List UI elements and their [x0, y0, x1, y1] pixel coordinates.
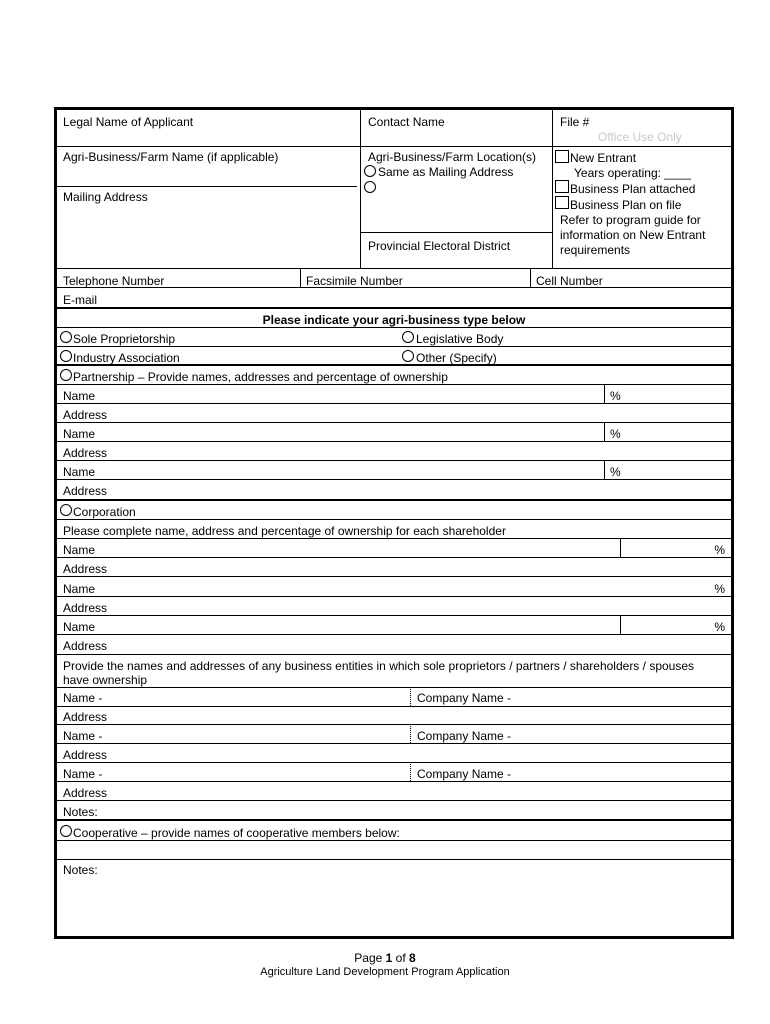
legislative-body-radio[interactable]	[402, 331, 414, 343]
partnership-label: Partnership – Provide names, addresses and percentage of ownership	[73, 370, 448, 384]
company-name-label: Company Name -	[417, 729, 512, 743]
years-operating-label: Years operating: ____	[574, 166, 691, 180]
row-divider	[57, 460, 731, 461]
plan-attached-label: Business Plan attached	[570, 182, 696, 196]
legislative-body-label: Legislative Body	[416, 332, 504, 346]
row-divider	[57, 422, 731, 423]
cooperative-label: Cooperative – provide names of cooperative members below:	[73, 826, 400, 840]
row-divider	[57, 364, 731, 366]
divider	[410, 724, 411, 743]
same-as-mailing-radio[interactable]	[364, 165, 376, 177]
row-divider	[57, 287, 731, 288]
row-divider	[57, 687, 731, 688]
row-divider	[57, 186, 357, 187]
sole-proprietorship-label: Sole Proprietorship	[73, 332, 176, 346]
refer-text: Refer to program guide for	[560, 213, 701, 227]
partner-name-label: Name	[63, 389, 96, 403]
office-use-label: Office Use Only	[598, 130, 682, 144]
divider	[410, 687, 411, 706]
corporation-radio[interactable]	[60, 504, 72, 516]
row-divider	[57, 743, 731, 744]
divider	[604, 460, 605, 479]
plan-attached-checkbox[interactable]	[555, 180, 569, 193]
cooperative-members-field[interactable]	[57, 841, 731, 859]
page-of: of	[392, 951, 410, 965]
row-divider	[57, 499, 731, 501]
percent-label: %	[714, 543, 725, 557]
divider	[552, 146, 553, 268]
page-prefix: Page	[354, 951, 386, 965]
divider	[300, 268, 301, 287]
biz-type-heading: Please indicate your agri-business type below	[262, 313, 526, 327]
shareholder-name-label: Name	[63, 620, 96, 634]
divider	[604, 422, 605, 441]
percent-label: %	[610, 427, 621, 441]
application-form	[54, 107, 734, 939]
divider	[604, 384, 605, 403]
entities-instructions: have ownership	[63, 673, 148, 687]
percent-label: %	[714, 582, 725, 596]
page-total: 8	[409, 951, 416, 965]
entity-name-label: Name -	[63, 767, 103, 781]
entity-address-label: Address	[63, 786, 108, 800]
industry-association-label: Industry Association	[73, 351, 180, 365]
shareholder-name-label: Name	[63, 582, 96, 596]
file-number-label: File #	[560, 115, 590, 129]
same-as-mailing-label: Same as Mailing Address	[378, 165, 514, 179]
row-divider	[57, 519, 731, 520]
divider	[620, 538, 621, 557]
shareholder-address-label: Address	[63, 601, 108, 615]
partner-address-label: Address	[63, 484, 108, 498]
row-divider	[57, 800, 731, 801]
plan-on-file-checkbox[interactable]	[555, 196, 569, 209]
percent-label: %	[714, 620, 725, 634]
divider	[620, 615, 621, 634]
entity-address-label: Address	[63, 748, 108, 762]
entity-name-label: Name -	[63, 729, 103, 743]
contact-name-label: Contact Name	[368, 115, 445, 129]
row-divider	[57, 403, 731, 404]
notes-label: Notes:	[63, 805, 98, 819]
other-specify-label: Other (Specify)	[416, 351, 497, 365]
row-divider	[57, 479, 731, 480]
entities-instructions: Provide the names and addresses of any business entities in which sole proprietors / partners / shareholders / spouses	[63, 659, 695, 673]
row-divider	[57, 615, 731, 616]
row-divider	[57, 634, 731, 635]
row-divider	[57, 819, 731, 821]
page-current: 1	[385, 951, 393, 965]
email-label: E-mail	[63, 293, 98, 307]
row-divider	[57, 538, 731, 539]
page-number	[0, 951, 770, 965]
divider	[530, 268, 531, 287]
row-divider	[57, 441, 731, 442]
company-name-label: Company Name -	[417, 767, 512, 781]
farm-location-label: Agri-Business/Farm Location(s)	[368, 150, 537, 164]
row-divider	[57, 724, 731, 725]
cooperative-radio[interactable]	[60, 825, 72, 837]
row-divider	[360, 232, 552, 233]
row-divider	[57, 706, 731, 707]
refer-text: information on New Entrant	[560, 228, 706, 242]
partner-address-label: Address	[63, 408, 108, 422]
row-divider	[57, 307, 731, 309]
industry-association-radio[interactable]	[60, 350, 72, 362]
partner-name-label: Name	[63, 465, 96, 479]
legal-name-label: Legal Name of Applicant	[63, 115, 194, 129]
other-specify-radio[interactable]	[402, 350, 414, 362]
entity-address-label: Address	[63, 710, 108, 724]
row-divider	[57, 596, 731, 597]
farm-location-radio[interactable]	[364, 181, 376, 193]
plan-on-file-label: Business Plan on file	[570, 198, 682, 212]
corporation-instructions: Please complete name, address and percentage of ownership for each shareholder	[63, 524, 506, 538]
row-divider	[57, 384, 731, 385]
shareholder-address-label: Address	[63, 562, 108, 576]
partner-address-label: Address	[63, 446, 108, 460]
document-title: Agriculture Land Development Program Application	[260, 966, 510, 978]
divider	[360, 110, 361, 268]
row-divider	[57, 146, 731, 147]
cell-label: Cell Number	[536, 274, 603, 288]
cooperative-notes-field[interactable]	[57, 880, 731, 936]
sole-proprietorship-radio[interactable]	[60, 331, 72, 343]
percent-label: %	[610, 389, 621, 403]
row-divider	[57, 762, 731, 763]
electoral-district-label: Provincial Electoral District	[368, 239, 511, 253]
entity-name-label: Name -	[63, 691, 103, 705]
new-entrant-checkbox[interactable]	[555, 150, 569, 163]
row-divider	[57, 781, 731, 782]
shareholder-address-label: Address	[63, 639, 108, 653]
corporation-label: Corporation	[73, 505, 136, 519]
row-divider	[57, 327, 731, 328]
partnership-radio[interactable]	[60, 369, 72, 381]
farm-name-label: Agri-Business/Farm Name (if applicable)	[63, 150, 279, 164]
new-entrant-label: New Entrant	[570, 151, 637, 165]
percent-label: %	[610, 465, 621, 479]
notes-label: Notes:	[63, 863, 98, 877]
company-name-label: Company Name -	[417, 691, 512, 705]
row-divider	[57, 346, 731, 347]
facsimile-label: Facsimile Number	[306, 274, 403, 288]
partner-name-label: Name	[63, 427, 96, 441]
divider	[410, 762, 411, 781]
row-divider	[57, 859, 731, 860]
row-divider	[57, 654, 731, 655]
telephone-label: Telephone Number	[63, 274, 165, 288]
row-divider	[57, 557, 731, 558]
shareholder-name-label: Name	[63, 543, 96, 557]
row-divider	[57, 268, 731, 269]
refer-text: requirements	[560, 243, 631, 257]
mailing-address-label: Mailing Address	[63, 190, 148, 204]
row-divider	[57, 576, 731, 577]
